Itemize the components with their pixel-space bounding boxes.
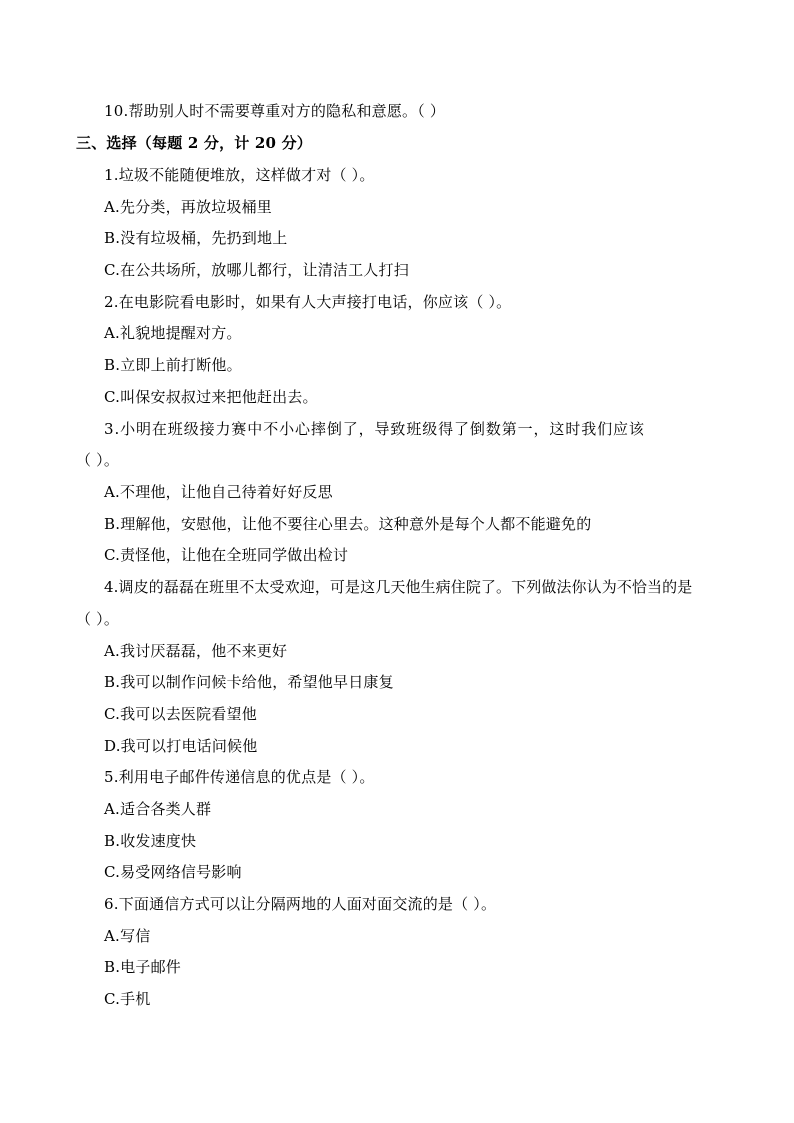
choice-option-2b: B.立即上前打断他。	[104, 356, 242, 374]
choice-question-3: 3.小明在班级接力赛中不小心摔倒了，导致班级得了倒数第一，这时我们应该	[104, 420, 645, 438]
choice-option-3c: C.责怪他，让他在全班同学做出检讨	[104, 546, 349, 564]
choice-option-3b: B.理解他，安慰他，让他不要往心里去。这种意外是每个人都不能避免的	[104, 515, 592, 533]
choice-question-3-blank: （ ）。	[76, 451, 120, 469]
choice-option-5a: A.适合各类人群	[104, 800, 212, 818]
true-false-question-10: 10.帮助别人时不需要尊重对方的隐私和意愿。（ ）	[104, 102, 446, 120]
choice-question-4: 4.调皮的磊磊在班里不太受欢迎，可是这几天他生病住院了。下列做法你认为不恰当的是	[104, 578, 693, 596]
section-heading-choice: 三、选择（每题 2 分，计 20 分）	[76, 134, 313, 152]
choice-option-4d: D.我可以打电话问候他	[104, 737, 258, 755]
choice-question-2: 2.在电影院看电影时，如果有人大声接打电话，你应该（ ）。	[104, 293, 512, 311]
choice-option-5c: C.易受网络信号影响	[104, 863, 242, 881]
choice-option-6b: B.电子邮件	[104, 958, 181, 976]
choice-question-1: 1.垃圾不能随便堆放，这样做才对（ ）。	[104, 166, 375, 184]
choice-option-1c: C.在公共场所，放哪儿都行，让清洁工人打扫	[104, 261, 409, 279]
choice-option-5b: B.收发速度快	[104, 832, 197, 850]
choice-option-1a: A.先分类，再放垃圾桶里	[104, 198, 273, 216]
choice-option-4c: C.我可以去医院看望他	[104, 705, 257, 723]
choice-option-6c: C.手机	[104, 990, 151, 1008]
choice-option-6a: A.写信	[104, 927, 151, 945]
choice-option-4a: A.我讨厌磊磊，他不来更好	[104, 642, 288, 660]
choice-question-5: 5.利用电子邮件传递信息的优点是（ ）。	[104, 768, 375, 786]
choice-question-6: 6.下面通信方式可以让分隔两地的人面对面交流的是（ ）。	[104, 895, 497, 913]
choice-option-3a: A.不理他，让他自己待着好好反思	[104, 483, 333, 501]
choice-question-4-blank: （ ）。	[76, 610, 120, 628]
choice-option-2c: C.叫保安叔叔过来把他赶出去。	[104, 388, 318, 406]
choice-option-2a: A.礼貌地提醒对方。	[104, 324, 242, 342]
choice-option-4b: B.我可以制作问候卡给他，希望他早日康复	[104, 673, 394, 691]
choice-option-1b: B.没有垃圾桶，先扔到地上	[104, 229, 288, 247]
